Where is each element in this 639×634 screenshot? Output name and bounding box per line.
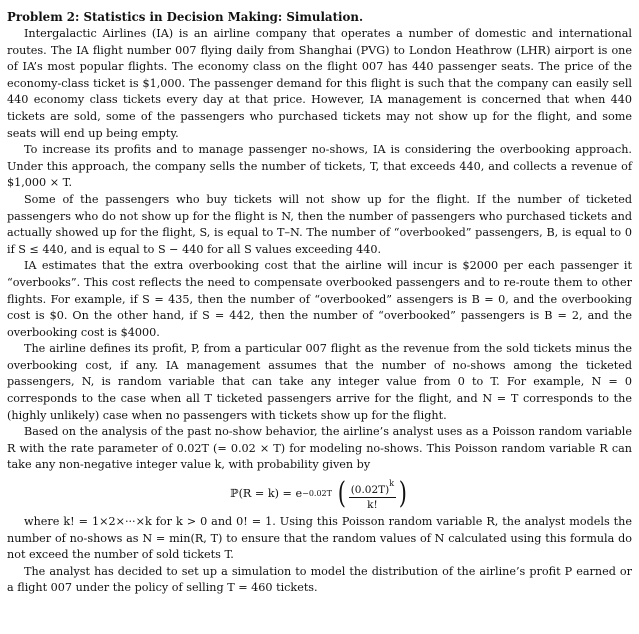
paragraph-factorial-definition: where k! = 1×2×···×k for k > 0 and 0! = 1. Using this Poisson random variable R, the analyst models the number of no-shows as N = min(R, T) to ensure that the random values of N calculated using this formula do not exceed the number of sold tickets T. [7,515,632,562]
paragraph-overbooking: To increase its profits and to manage passenger no-shows, IA is considering the overbooking approach. Under this approach, the company sells the number of tickets, T, that exceeds 440, and collects a revenue of $1,000 × T. [7,143,632,190]
problem-title: Problem 2: Statistics in Decision Making: Simulation. [7,10,364,24]
equation-lhs: ℙ(R = k) = e [230,486,303,500]
paragraph-simulation-setup: The analyst has decided to set up a simulation to model the distribution of the airline’s profit P earned or a flight 007 under the policy of selling T = 460 tickets. [7,564,632,595]
poisson-equation [7,475,632,513]
paragraph-poisson-model: Based on the analysis of the past no-show behavior, the airline’s analyst uses as a Poisson random variable R with the rate parameter of 0.02T (= 0.02 × T) for modeling no-shows. This Poisson random variable R can take any non-negative integer value k, with probability given by [7,425,632,472]
equation-denominator: k! [367,498,378,511]
numerator-base: (0.02T) [350,483,390,496]
equation-exponent: −0.02T [302,488,332,498]
paragraph-intro: Intergalactic Airlines (IA) is an airline company that operates a number of domestic and international routes. The IA flight number 007 flying daily from Shanghai (PVG) to London Heathrow (LHR) airport is one of IA’s most popular flights. The economy class on the flight 007 has 440 passenger seats. The price of the economy-class ticket is $1,000. The passenger demand for this flight is such that the company can easily sell 440 economy class tickets every day at that price. However, IA management is concerned that when 440 tickets are sold, some of the passengers who purchased tickets may not show up for the flight, and some seats will end up being empty. [7,27,632,140]
paragraph-no-shows: Some of the passengers who buy tickets will not show up for the flight. If the number of ticketed passengers who do not show up for the flight is N, then the number of passengers who purchased tickets and actually showed up for the flight, S, is equal to T–N. The number of “overbooked” passengers, B, is equal to 0 if S ≤ 440, and is equal to S − 440 for all S values exceeding 440. [7,192,632,256]
equation-fraction [349,477,396,512]
right-paren: ) [398,476,408,512]
paragraph-profit-definition: The airline defines its profit, P, from a particular 007 flight as the revenue from the sold tickets minus the overbooking cost, if any. IA management assumes that the number of no-shows among the ticketed passengers, N, is random variable that can take any integer value from 0 to T. For example, N = 0 corresponds to the case when all T ticketed passengers arrive for the flight, and N = T corresponds to the (highly unlikely) case when no passengers with tickets show up for the flight. [7,342,632,422]
paragraph-overbooking-cost: IA estimates that the extra overbooking cost that the airline will incur is $2000 per each passenger it “overbooks”. This cost reflects the need to compensate overbooked passengers and to re-route them to other flights. For example, if S = 435, then the number of “overbooked” assengers is B = 0, and the overbooking cost is $0. On the other hand, if S = 442, then the number of “overbooked” passengers is B = 2, and the overbooking cost is $4000. [7,259,632,339]
numerator-power: k [389,478,395,488]
equation-numerator [349,477,396,498]
left-paren: ( [337,476,346,512]
